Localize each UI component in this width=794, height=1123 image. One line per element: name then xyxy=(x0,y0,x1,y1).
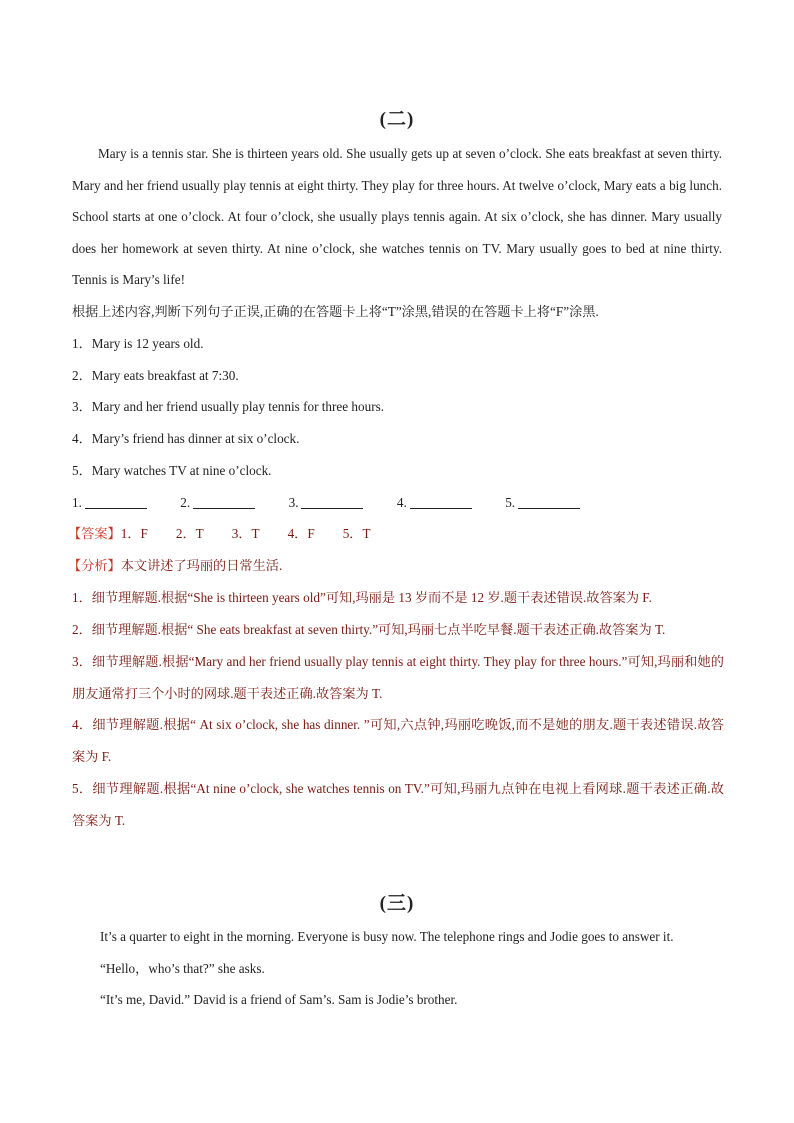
question-2: 2．Mary eats breakfast at 7:30. xyxy=(72,368,239,383)
answer-4: 4．F xyxy=(287,526,315,541)
answer-3: 3．T xyxy=(231,526,260,541)
analysis-line xyxy=(68,556,728,576)
answer-blank-2[interactable]: 2. xyxy=(180,493,285,513)
passage-3-line-1: It’s a quarter to eight in the morning. Everyone is busy now. The telephone rings and Jodie goes to answer it. xyxy=(100,929,674,944)
explanation-3: 3．细节理解题.根据“Mary and her friend usually play tennis at eight thirty. They play for three hours.”可知,玛丽和她的朋友通常打三个小时的网球.题干表述正确.故答案为 T. xyxy=(72,654,724,701)
answer-blanks xyxy=(72,493,732,513)
explanation-4: 4．细节理解题.根据“ At six o’clock, she has dinner. ”可知,六点钟,玛丽吃晚饭,而不是她的朋友.题干表述错误.故答案为 F. xyxy=(72,717,724,764)
answer-2: 2．T xyxy=(175,526,204,541)
answer-5: 5．T xyxy=(342,526,371,541)
passage-text: Mary is a tennis star. She is thirteen years old. She usually gets up at seven o’clock. She eats breakfast at seven thirty. Mary and her friend usually play tennis at eight thirty. They play for three hours. At twelve o’clock, Mary eats a big lunch. School starts at one o’clock. At four o’clock, she usually plays tennis again. At six o’clock, she has dinner. Mary usually does her homework at seven thirty. At nine o’clock, she watches tennis on TV. Mary usually goes to bed at nine thirty. Tennis is Mary’s life! xyxy=(72,146,722,287)
answer-blank-1[interactable]: 1. xyxy=(72,493,177,513)
question-1: 1．Mary is 12 years old. xyxy=(72,336,204,351)
question-3: 3．Mary and her friend usually play tennis for three hours. xyxy=(72,399,385,414)
section-heading-2: (二) xyxy=(379,109,415,130)
analysis-tag: 【分析】 xyxy=(68,558,121,573)
answer-blank-4[interactable]: 4. xyxy=(397,493,502,513)
reading-passage xyxy=(72,138,722,296)
answer-line xyxy=(68,524,728,544)
answer-tag: 【答案】 xyxy=(68,526,121,541)
section-heading-3: (三) xyxy=(379,893,415,914)
answer-1: 1．F xyxy=(120,526,148,541)
question-4: 4．Mary’s friend has dinner at six o’clock. xyxy=(72,431,300,446)
explanation-2: 2．细节理解题.根据“ She eats breakfast at seven thirty.”可知,玛丽七点半吃早餐.题干表述正确.故答案为 T. xyxy=(72,622,666,637)
answer-blank-3[interactable]: 3. xyxy=(289,493,394,513)
explanation-5: 5．细节理解题.根据“At nine o’clock, she watches tennis on TV.”可知,玛丽九点钟在电视上看网球.题干表述正确.故答案为 T. xyxy=(72,781,724,828)
question-5: 5．Mary watches TV at nine o’clock. xyxy=(72,463,272,478)
answer-blank-5[interactable]: 5. xyxy=(505,493,610,513)
instruction: 根据上述内容,判断下列句子正误,正确的在答题卡上将“T”涂黑,错误的在答题卡上将“F”涂黑. xyxy=(72,304,599,319)
passage-3-line-3: “It’s me, David.” David is a friend of Sam’s. Sam is Jodie’s brother. xyxy=(100,992,458,1007)
analysis-text: 本文讲述了玛丽的日常生活. xyxy=(120,558,283,573)
passage-3-line-2: “Hello，who’s that?” she asks. xyxy=(100,961,265,976)
explanation-1: 1．细节理解题.根据“She is thirteen years old”可知,玛丽是 13 岁而不是 12 岁.题干表述错误.故答案为 F. xyxy=(72,590,652,605)
